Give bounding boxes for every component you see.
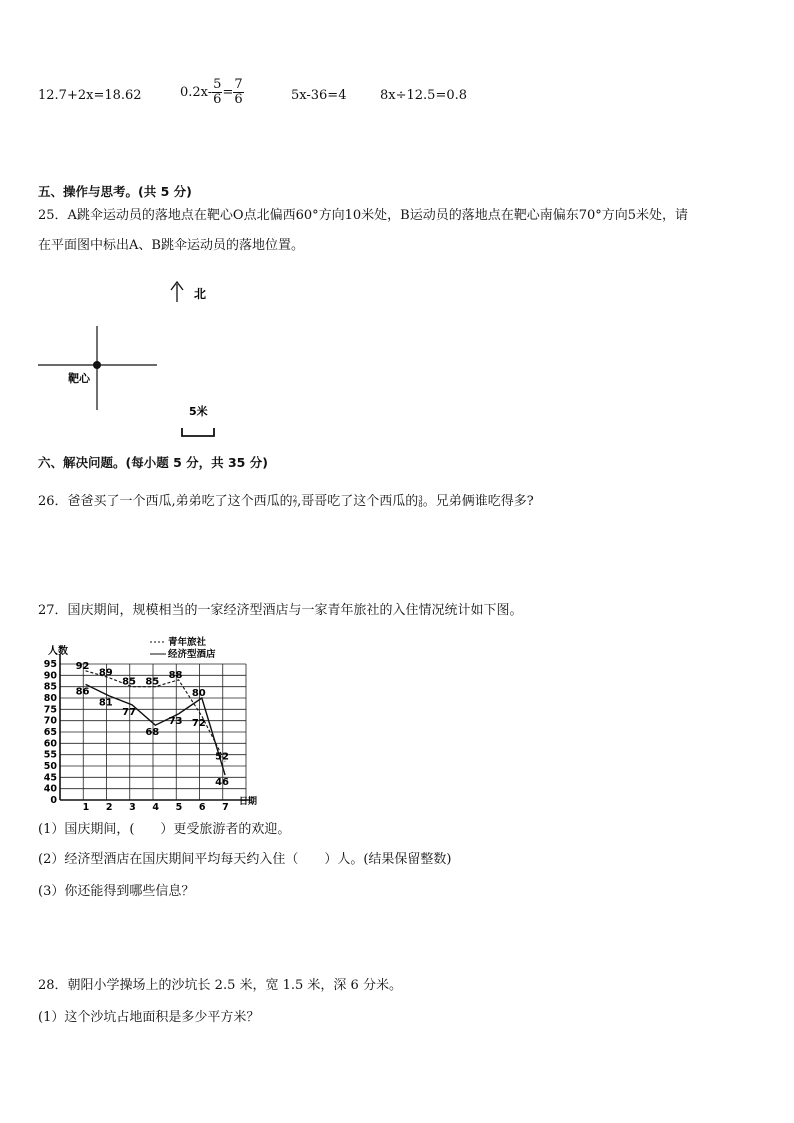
fraction-five-sixths: $\frac{5}{6}$ bbox=[213, 77, 222, 107]
question-28: 28．朝阳小学操场上的沙坑长 2.5 米，宽 1.5 米，深 6 分米。 bbox=[38, 978, 402, 993]
question-25-line-1: 25．A跳伞运动员的落地点在靶心O点北偏西60°方向10米处，B运动员的落地点在靶心南偏东70°方向5米处，请 bbox=[38, 208, 689, 223]
data-label: 85 bbox=[145, 676, 160, 688]
x-tick-label: 2 bbox=[105, 802, 113, 812]
y-tick-label: 50 bbox=[43, 761, 57, 772]
question-27: 27．国庆期间，规模相当的一家经济型酒店与一家青年旅社的入住情况统计如下图。 bbox=[38, 603, 523, 618]
data-label: 92 bbox=[75, 660, 90, 672]
y-tick-label: 70 bbox=[43, 715, 57, 727]
y-tick-labels bbox=[44, 659, 58, 806]
fraction-seven-sixths: $\frac{7}{6}$ bbox=[234, 77, 243, 107]
fraction-two-sevenths: 2 7 bbox=[292, 494, 298, 509]
y-tick-label: 75 bbox=[43, 704, 57, 716]
x-tick-labels bbox=[83, 802, 229, 812]
scale-label: 5米 bbox=[189, 405, 208, 418]
data-label: 77 bbox=[122, 706, 136, 718]
section-5-heading: 五、操作与思考。(共 5 分) bbox=[38, 184, 192, 199]
chart-legend bbox=[150, 636, 216, 660]
x-axis-label: 日期 bbox=[239, 797, 258, 807]
y-tick-label: 45 bbox=[43, 772, 57, 784]
fraction-three-eighths: 3 8 bbox=[418, 494, 423, 509]
data-label: 68 bbox=[145, 727, 160, 739]
equation-2 bbox=[180, 78, 244, 107]
question-25-line-2: 在平面图中标出A、B跳伞运动员的落地位置。 bbox=[38, 238, 304, 253]
question-27-sub-2: (2）经济型酒店在国庆期间平均每天约入住（ ）人。(结果保留整数) bbox=[38, 852, 452, 867]
y-tick-label: 80 bbox=[43, 693, 57, 704]
y-tick-label: 85 bbox=[43, 681, 57, 693]
data-label: 88 bbox=[168, 669, 183, 681]
equation-2-prefix: 0.2x- bbox=[180, 85, 213, 100]
x-tick-label: 3 bbox=[129, 802, 136, 812]
y-tick-label: 90 bbox=[43, 670, 57, 682]
question-28-sub-1: (1）这个沙坑占地面积是多少平方米？ bbox=[38, 1010, 260, 1025]
y-tick-label: 55 bbox=[43, 749, 57, 761]
y-tick-label: 95 bbox=[43, 659, 57, 670]
legend-label: 经济型酒店 bbox=[168, 649, 216, 660]
data-label: 86 bbox=[75, 686, 90, 698]
equation-4: 8x÷12.5=0.8 bbox=[380, 88, 468, 103]
data-labels bbox=[76, 661, 229, 788]
y-tick-label: 60 bbox=[43, 738, 57, 750]
question-27-sub-1: (1）国庆期间，( ）更受旅游者的欢迎。 bbox=[38, 822, 291, 837]
data-label: 46 bbox=[215, 777, 229, 789]
data-label: 81 bbox=[98, 697, 113, 709]
x-tick-label: 4 bbox=[152, 802, 159, 812]
y-tick-label: 0 bbox=[50, 795, 57, 806]
data-label: 80 bbox=[191, 688, 206, 699]
data-label: 85 bbox=[122, 676, 136, 688]
data-label: 72 bbox=[191, 718, 206, 730]
x-tick-label: 5 bbox=[175, 802, 183, 812]
y-tick-label: 65 bbox=[43, 727, 57, 738]
target-center-label: 靶心 bbox=[68, 372, 90, 385]
north-label: 北 bbox=[194, 287, 207, 301]
compass-diagram bbox=[30, 276, 250, 446]
x-tick-label: 6 bbox=[198, 802, 206, 812]
y-axis-label: 人数 bbox=[48, 646, 68, 657]
scale-bar bbox=[182, 428, 214, 436]
occupancy-line-chart bbox=[32, 632, 272, 812]
data-label: 73 bbox=[168, 715, 183, 727]
equation-3: 5x-36=4 bbox=[291, 88, 347, 103]
y-tick-label: 40 bbox=[43, 783, 57, 795]
legend-label: 青年旅社 bbox=[168, 637, 207, 648]
data-label: 89 bbox=[98, 667, 113, 679]
question-27-sub-3: (3）你还能得到哪些信息？ bbox=[38, 884, 195, 899]
x-tick-label: 1 bbox=[82, 802, 90, 812]
equation-1: 12.7+2x=18.62 bbox=[38, 88, 142, 103]
equation-2-equals: = bbox=[222, 85, 234, 100]
target-center-dot bbox=[93, 361, 101, 369]
section-6-heading: 六、解决问题。(每小题 5 分，共 35 分) bbox=[38, 455, 268, 470]
x-tick-label: 7 bbox=[222, 802, 229, 812]
question-26: 26．爸爸买了一个西瓜,弟弟吃了这个西瓜的 2 7 ,哥哥吃了这个西瓜的 3 8 。兄弟俩谁吃得多? bbox=[38, 494, 534, 509]
data-label: 52 bbox=[215, 751, 229, 763]
